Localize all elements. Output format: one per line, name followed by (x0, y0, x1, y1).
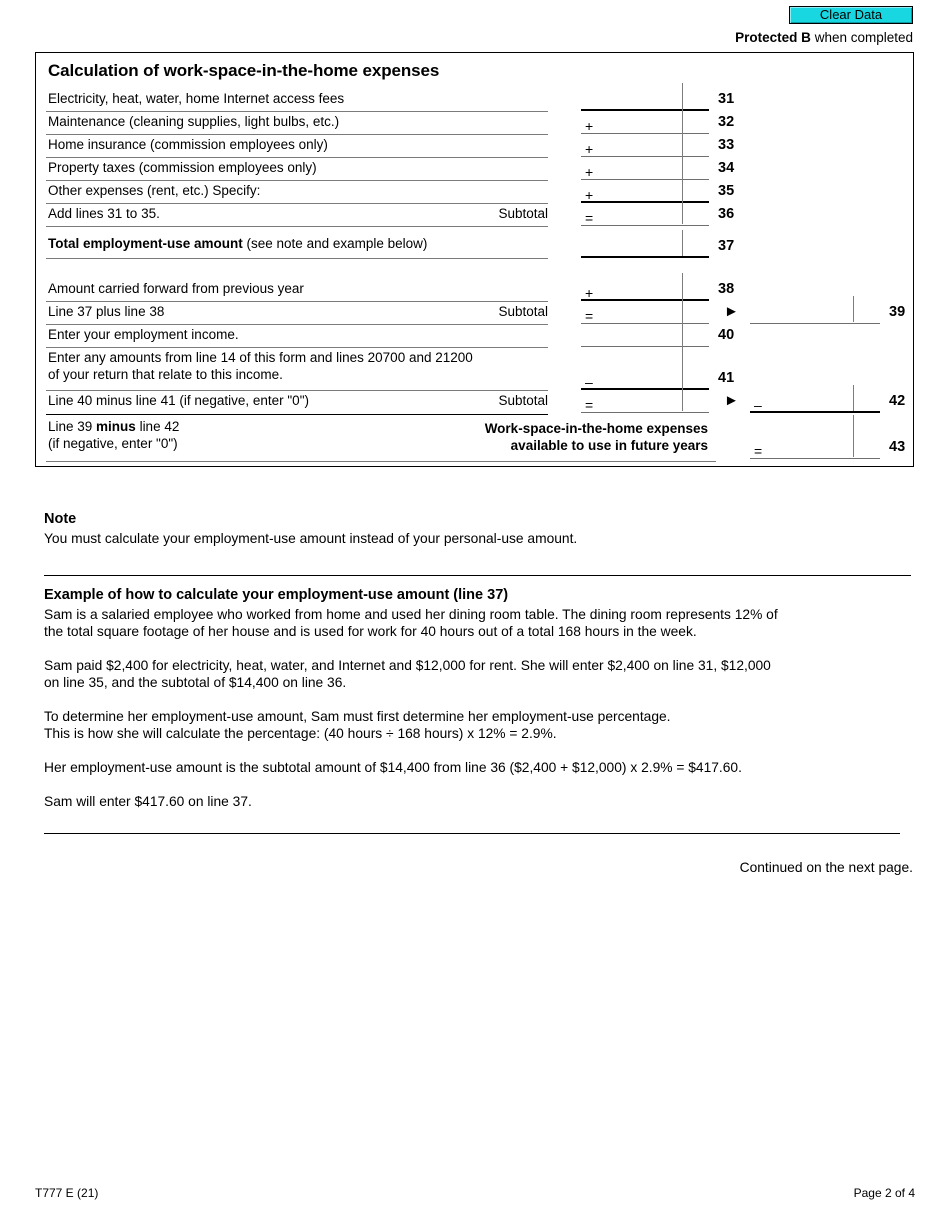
field-underline (581, 201, 709, 203)
cents-separator (682, 230, 683, 256)
future-years-label-line1: Work-space-in-the-home expenses (484, 421, 708, 436)
field-underline (581, 388, 709, 390)
row-41-amount-field[interactable] (581, 368, 709, 390)
row-34-amount-field[interactable] (581, 158, 709, 180)
row-36-rule (46, 226, 548, 227)
cents-separator (853, 415, 854, 457)
example-p2-line1: Sam paid $2,400 for electricity, heat, water, and Internet and $12,000 for rent. She will enter $2,400 on line 31, $12,000 (44, 658, 771, 673)
row-42-rule (46, 414, 548, 415)
row-33-description: Home insurance (commission employees only) (48, 137, 328, 152)
field-underline (581, 225, 709, 226)
field-underline (750, 323, 880, 324)
row-40-description: Enter your employment income. (48, 327, 239, 342)
row-40-rule (46, 347, 548, 348)
note-section (44, 510, 914, 547)
row-37-label-rest: (see note and example below) (242, 236, 428, 251)
row-34-rule (46, 180, 548, 181)
row-41-rule (46, 390, 548, 391)
cents-separator (682, 319, 683, 345)
clear-data-button[interactable]: Clear Data (789, 6, 913, 24)
row-34-description: Property taxes (commission employees only) (48, 160, 317, 175)
field-underline (581, 323, 709, 324)
line-number-32: 32 (718, 114, 735, 130)
line-number-39: 39 (889, 304, 906, 320)
row-35-rule (46, 203, 548, 204)
operator-plus: + (585, 141, 594, 157)
row-39-description: Line 37 plus line 38 (48, 304, 165, 319)
field-underline (581, 412, 709, 413)
carry-arrow-icon: ► (724, 392, 739, 409)
row-31-description: Electricity, heat, water, home Internet access fees (48, 91, 345, 106)
cents-separator (682, 385, 683, 411)
line-number-37: 37 (718, 238, 735, 254)
line-number-33: 33 (718, 137, 735, 153)
carry-arrow-icon: ► (724, 303, 739, 320)
row-33-rule (46, 157, 548, 158)
row-33-amount-field[interactable] (581, 135, 709, 157)
operator-plus: + (585, 285, 594, 301)
note-heading: Note (44, 511, 77, 527)
cents-separator (853, 296, 854, 322)
field-underline (581, 179, 709, 180)
paragraph-spacer (44, 742, 919, 759)
field-underline (581, 256, 709, 258)
row-38-rule (46, 301, 548, 302)
paragraph-spacer (44, 640, 919, 657)
field-underline (581, 299, 709, 301)
line-number-31: 31 (718, 91, 735, 107)
row-43-text-a: Line 39 (48, 419, 97, 434)
row-39-subtotal-label: Subtotal (498, 304, 548, 319)
example-p4: Her employment-use amount is the subtotal amount of $14,400 from line 36 ($2,400 + $12,000) x 2.9% = $417.60. (44, 760, 742, 775)
future-years-label-line2: available to use in future years (510, 438, 708, 453)
row-31-amount-field[interactable] (581, 89, 709, 111)
field-underline (581, 156, 709, 157)
field-underline (581, 133, 709, 134)
cents-separator (682, 198, 683, 224)
row-43-description-line1 (48, 419, 179, 435)
row-40-amount-field[interactable] (581, 325, 709, 347)
example-top-divider (44, 575, 911, 576)
operator-equals: = (585, 397, 594, 413)
row-36-subtotal-label: Subtotal (498, 206, 548, 221)
protected-b-rest: when completed (810, 30, 913, 45)
line-number-38: 38 (718, 281, 735, 297)
footer-form-code: T777 E (21) (35, 1186, 99, 1200)
row-35-amount-field[interactable] (581, 181, 709, 203)
row-35-description: Other expenses (rent, etc.) Specify: (48, 183, 261, 198)
row-42-description: Line 40 minus line 41 (if negative, enter "0") (48, 393, 309, 408)
operator-minus: – (754, 397, 762, 413)
example-p2-line2: on line 35, and the subtotal of $14,400 on line 36. (44, 675, 347, 690)
line-number-35: 35 (718, 183, 735, 199)
cents-separator (682, 344, 683, 388)
row-36-amount-field[interactable] (581, 204, 709, 226)
operator-equals: = (754, 443, 763, 459)
row-43-line2-text: (if negative, enter "0") (48, 436, 178, 451)
line-number-40: 40 (718, 327, 735, 343)
row-37-amount-field[interactable] (581, 236, 709, 258)
line-number-42: 42 (889, 393, 906, 409)
field-underline (750, 411, 880, 413)
row-37-label-bold: Total employment-use amount (48, 236, 243, 251)
row-38-amount-field[interactable] (581, 279, 709, 301)
row-42-amount-field[interactable] (750, 391, 880, 413)
example-p5: Sam will enter $417.60 on line 37. (44, 794, 252, 809)
row-43-rule (46, 461, 716, 462)
row-32-amount-field[interactable] (581, 112, 709, 134)
operator-equals: = (585, 210, 594, 226)
row-32-rule (46, 134, 548, 135)
example-p3-line2: This is how she will calculate the percentage: (40 hours ÷ 168 hours) x 12% = 2.9%. (44, 726, 557, 741)
row-43-text-minus: minus (96, 419, 136, 434)
row-32-description: Maintenance (cleaning supplies, light bulbs, etc.) (48, 114, 340, 129)
continued-note: Continued on the next page. (739, 860, 913, 875)
row-37-rule (46, 258, 548, 259)
operator-minus: – (585, 374, 593, 390)
operator-plus: + (585, 187, 594, 203)
row-39-amount-field[interactable] (750, 302, 880, 324)
line-number-41: 41 (718, 370, 735, 386)
row-41-description-line2: of your return that relate to this income. (48, 367, 283, 382)
protected-b-bold: Protected B (735, 30, 811, 45)
row-41-description-line1: Enter any amounts from line 14 of this form and lines 20700 and 21200 (48, 350, 473, 365)
row-38-description: Amount carried forward from previous year (48, 281, 304, 296)
example-bottom-divider (44, 833, 900, 834)
row-42-subtotal-label: Subtotal (498, 393, 548, 408)
protected-b-label (735, 30, 913, 45)
line-number-43: 43 (889, 439, 906, 455)
operator-plus: + (585, 118, 594, 134)
field-underline (581, 346, 709, 347)
example-p3-line1: To determine her employment-use amount, Sam must first determine her employment-use percentage. (44, 709, 671, 724)
row-43-text-b: line 42 (135, 419, 180, 434)
line-number-34: 34 (718, 160, 735, 176)
line-number-36: 36 (718, 206, 735, 222)
paragraph-spacer (44, 776, 919, 793)
row-39-carry-field[interactable] (581, 302, 709, 324)
row-43-description-line2 (48, 436, 178, 452)
field-underline (750, 458, 880, 459)
row-39-rule (46, 324, 548, 325)
operator-equals: = (585, 308, 594, 324)
row-43-amount-field[interactable] (750, 437, 880, 459)
field-underline (581, 109, 709, 111)
operator-plus: + (585, 164, 594, 180)
paragraph-spacer (44, 691, 919, 708)
row-37-description (48, 236, 427, 252)
example-section (44, 586, 919, 810)
note-text: You must calculate your employment-use amount instead of your personal-use amount. (44, 531, 578, 546)
footer-page-number: Page 2 of 4 (853, 1186, 915, 1200)
cents-separator (853, 385, 854, 411)
calculation-table (35, 52, 914, 467)
example-p1-line1: Sam is a salaried employee who worked from home and used her dining room table. The dining room represents 12% of (44, 607, 778, 622)
example-p1-line2: the total square footage of her house and is used for work for 40 hours out of a total 168 hours in the week. (44, 624, 697, 639)
row-31-rule (46, 111, 548, 112)
example-heading: Example of how to calculate your employment-use amount (line 37) (44, 587, 509, 603)
row-42-carry-field[interactable] (581, 391, 709, 413)
table-title: Calculation of work-space-in-the-home expenses (48, 61, 440, 80)
row-36-description: Add lines 31 to 35. (48, 206, 160, 221)
